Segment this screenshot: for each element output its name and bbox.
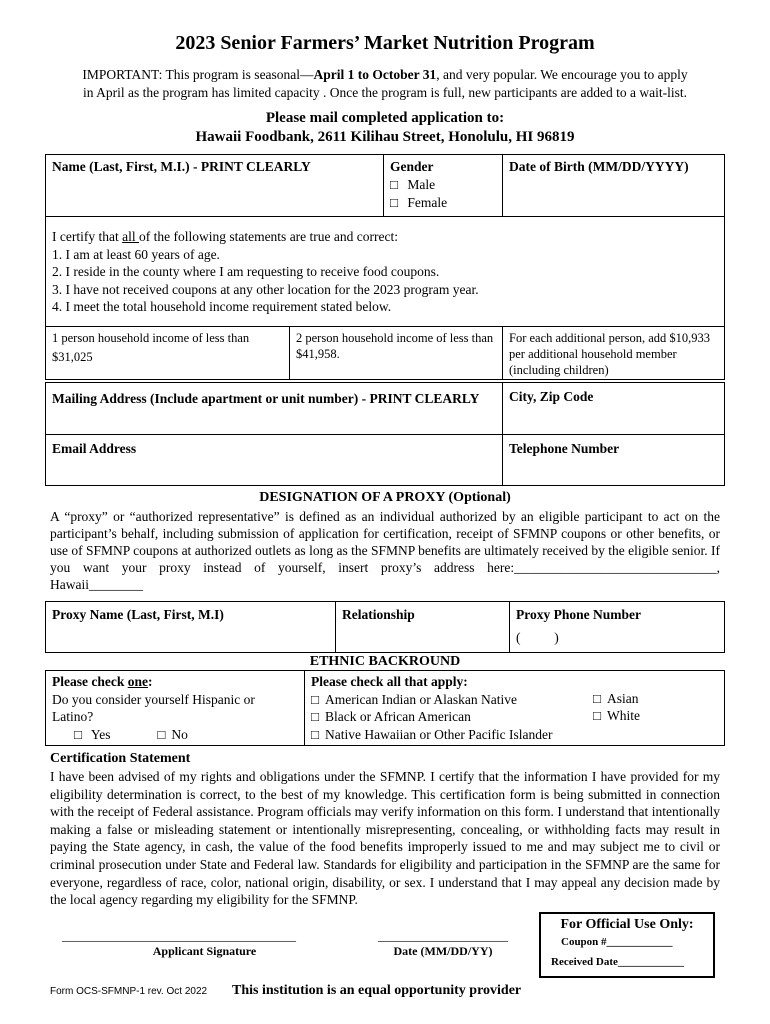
ethnic-heading: ETHNIC BACKROUND xyxy=(309,654,461,669)
name-field[interactable] xyxy=(45,154,384,217)
certify-intro-pre: I certify that xyxy=(52,229,123,244)
race-native-hawaiian-option[interactable] xyxy=(311,726,718,744)
female-label: Female xyxy=(407,195,448,210)
mailing-address-field[interactable] xyxy=(45,382,503,435)
proxy-phone-label: Proxy Phone Number xyxy=(516,607,641,622)
email-field[interactable] xyxy=(45,434,503,486)
mailing-instructions xyxy=(0,109,770,147)
coupon-number[interactable]: Coupon #____________ xyxy=(561,936,673,948)
race-white-option[interactable] xyxy=(593,707,640,725)
important-line1-rest: , and very popular. We encourage you to apply xyxy=(436,67,688,82)
city-zip-field[interactable] xyxy=(502,382,725,435)
income-one-person-line2: $31,025 xyxy=(52,350,93,364)
gender-label: Gender xyxy=(390,159,434,174)
race-box xyxy=(304,670,725,746)
date-label: Date (MM/DD/YY) xyxy=(393,944,493,958)
form-id: Form OCS-SFMNP-1 rev. Oct 2022 xyxy=(50,986,208,997)
yes-checkbox[interactable]: □ xyxy=(74,726,83,742)
white-label: White xyxy=(607,708,640,723)
hispanic-options xyxy=(52,726,298,744)
black-checkbox[interactable]: □ xyxy=(311,709,320,724)
certify-intro-post: of the following statements are true and correct: xyxy=(138,229,398,244)
season-dates: April 1 to October 31 xyxy=(313,67,437,82)
form-title: 2023 Senior Farmers’ Market Nutrition Program xyxy=(175,32,595,54)
mail-address: Hawaii Foodbank, 2611 Kilihau Street, Honolulu, HI 96819 xyxy=(195,129,575,145)
native-hawaiian-checkbox[interactable]: □ xyxy=(311,726,320,742)
native-hawaiian-label: Native Hawaiian or Other Pacific Islander xyxy=(325,726,553,742)
important-line2: in April as the program has limited capacity . Once the program is full, new participants are added to a wait-list. xyxy=(83,85,687,100)
proxy-name-label: Proxy Name (Last, First, M.I) xyxy=(52,607,224,622)
check-all-label: Please check all that apply: xyxy=(311,674,468,689)
received-date[interactable]: Received Date____________ xyxy=(551,956,684,968)
signature-label: Applicant Signature xyxy=(152,944,257,958)
telephone-label: Telephone Number xyxy=(509,441,620,456)
race-asian-option[interactable] xyxy=(593,690,639,708)
equal-opportunity: This institution is an equal opportunity provider xyxy=(232,983,522,998)
female-checkbox[interactable]: □ xyxy=(390,195,399,210)
email-label: Email Address xyxy=(52,441,137,456)
proxy-heading: DESIGNATION OF A PROXY (Optional) xyxy=(259,490,511,505)
proxy-definition: A “proxy” or “authorized representative” is defined as an individual authorized by an eligible participant to act on the participant’s behalf, including submission of application for certification, receipt of SFMNP coupons or other benefits, or use of SFMNP coupons at authorized outlets as long as the SFMNP benefits are ultimately received by the eligible senior. If you want your proxy instead of yourself, insert proxy’s address here:______________________________, Hawaii________ xyxy=(50,509,720,592)
certify-intro-all: all xyxy=(122,229,139,244)
proxy-phone-format: ( ) xyxy=(516,630,559,645)
check-one-post: : xyxy=(147,674,153,689)
important-notice xyxy=(40,66,730,102)
proxy-name-field[interactable] xyxy=(45,601,336,653)
gender-field xyxy=(383,154,503,217)
hispanic-no-option[interactable] xyxy=(157,727,188,742)
relationship-label: Relationship xyxy=(342,607,415,622)
proxy-relationship-field[interactable] xyxy=(335,601,510,653)
no-label: No xyxy=(171,726,188,742)
gender-female-option[interactable] xyxy=(390,194,496,212)
yes-label: Yes xyxy=(90,726,111,742)
important-prefix: IMPORTANT: This program is seasonal— xyxy=(82,67,314,82)
male-checkbox[interactable]: □ xyxy=(390,177,399,192)
mailing-address-label: Mailing Address (Include apartment or unit number) - PRINT CLEARLY xyxy=(52,391,480,406)
asian-checkbox[interactable]: □ xyxy=(593,691,602,706)
certify-item: 4. I meet the total household income requirement stated below. xyxy=(52,299,392,314)
income-additional: For each additional person, add $10,933 per additional household member (including children) xyxy=(502,326,725,380)
check-one-u: one xyxy=(127,674,148,689)
race-black-option[interactable] xyxy=(311,708,718,726)
male-label: Male xyxy=(407,177,436,192)
american-indian-checkbox[interactable]: □ xyxy=(311,691,320,707)
telephone-field[interactable] xyxy=(502,434,725,486)
dob-label: Date of Birth (MM/DD/YYYY) xyxy=(509,159,689,174)
certify-item: 2. I reside in the county where I am requesting to receive food coupons. xyxy=(52,264,440,279)
hispanic-yes-option[interactable] xyxy=(52,726,154,744)
dob-field[interactable] xyxy=(502,154,725,217)
check-one-pre: Please check xyxy=(52,674,128,689)
check-one-label xyxy=(52,673,298,691)
certify-item: 1. I am at least 60 years of age. xyxy=(52,246,220,262)
income-one-person-line1: 1 person household income of less than xyxy=(52,331,250,345)
city-zip-label: City, Zip Code xyxy=(509,389,594,404)
signature-line[interactable]: ____________________________________ xyxy=(62,928,296,943)
date-line[interactable]: ____________________ xyxy=(378,928,508,943)
income-two-person: 2 person household income of less than $41,958. xyxy=(289,326,503,380)
income-one-person xyxy=(45,326,290,380)
certify-box xyxy=(45,216,725,327)
gender-male-option[interactable] xyxy=(390,176,496,194)
race-american-indian-option[interactable] xyxy=(311,691,718,709)
no-checkbox[interactable]: □ xyxy=(157,726,166,742)
name-label: Name (Last, First, M.I.) - PRINT CLEARLY xyxy=(52,159,311,174)
proxy-phone-field[interactable] xyxy=(509,601,725,653)
hispanic-question: Do you consider yourself Hispanic or Latino? xyxy=(52,691,255,724)
certify-intro xyxy=(52,228,718,246)
american-indian-label: American Indian or Alaskan Native xyxy=(325,691,517,707)
certification-heading: Certification Statement xyxy=(50,751,191,766)
official-use-heading: For Official Use Only: xyxy=(560,917,694,932)
asian-label: Asian xyxy=(607,691,639,706)
white-checkbox[interactable]: □ xyxy=(593,708,602,723)
mail-line1: Please mail completed application to: xyxy=(265,110,505,126)
black-label: Black or African American xyxy=(325,709,471,724)
certify-item: 3. I have not received coupons at any other location for the 2023 program year. xyxy=(52,281,479,297)
official-use-box xyxy=(539,912,715,978)
hispanic-box xyxy=(45,670,305,746)
certification-text: I have been advised of my rights and obligations under the SFMNP. I certify that the information I have provided for my eligibility determination is correct, to the best of my knowledge. This certification form is being submitted in connection with the receipt of Federal assistance. Program officials may verify information on this form. I understand that intentionally making a false or misleading statement or intentionally misrepresenting, concealing, or withholding facts may result in paying the State agency, in cash, the value of the food benefits improperly issued to me and may subject me to civil or criminal prosecution under State and Federal law. Standards for eligibility and participation in the SFMNP are the same for everyone, regardless of race, color, national origin, disability, or sex. I understand that I may appeal any decision made by the local agency regarding my eligibility for the SFMNP. xyxy=(50,769,720,908)
